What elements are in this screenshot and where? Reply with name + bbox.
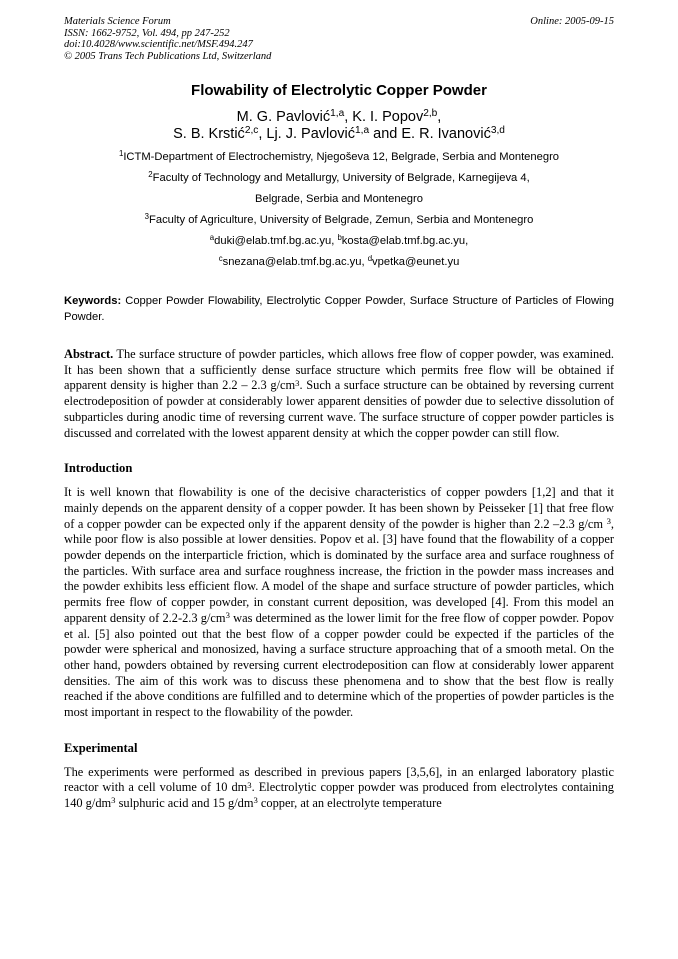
author-affil-sup: 3,d — [490, 125, 505, 137]
author-line-2: S. B. Krstić$^{2,c}$, Lj. J. Pavlović$^{1,a}$ and E. R. Ivanović$^{3,d}$ — [173, 125, 505, 142]
experimental-paragraph: The experiments were performed as described in previous papers [3,5,6], in an enlarged laboratory plastic reactor with a cell volume of 10 $dm^3$. Electrolytic copper powder was produced from electrolytes containing 140 $g/dm^3$ sulphuric acid and 15 $g/dm^3$ copper, at an electrolyte temperature — [64, 764, 614, 811]
affiliation-1: $^1$ICTM-Department of Electrochemistry, Njegoševa 12, Belgrade, Serbia and Montenegro — [118, 149, 560, 163]
author-name: K. I. Popov — [352, 109, 424, 125]
author-list — [64, 109, 614, 143]
copyright-line: © 2005 Trans Tech Publications Ltd, Switzerland — [64, 50, 272, 62]
affiliation-2-cont: Belgrade, Serbia and Montenegro — [255, 193, 423, 205]
author-name: E. R. Ivanović — [401, 126, 491, 142]
author-line-1: M. G. Pavlović$^{1,a}$, K. I. Popov$^{2,b}$, — [236, 108, 442, 125]
email-line-1: $^a$duki@elab.tmf.bg.ac.yu, $^b$kosta@elab.tmf.bg.ac.yu, — [209, 233, 469, 247]
affiliations — [64, 147, 614, 273]
experimental-heading: Experimental — [64, 740, 138, 755]
issn-line: ISSN: 1662-9752, Vol. 494, pp 247-252 — [64, 27, 230, 39]
affiliation-2: $^2$Faculty of Technology and Metallurgy, University of Belgrade, Karnegijeva 4, — [148, 170, 530, 184]
author-name: S. B. Krstić — [173, 126, 245, 142]
author-name: Lj. J. Pavlović — [266, 126, 356, 142]
author-affil-sup: 2,b — [423, 108, 438, 120]
paper-title: Flowability of Electrolytic Copper Powder — [191, 82, 487, 99]
author-affil-sup: 1,a — [330, 108, 345, 120]
affiliation-3: $^3$Faculty of Agriculture, University of Belgrade, Zemun, Serbia and Montenegro — [144, 212, 534, 226]
email-line-2: $^c$snezana@elab.tmf.bg.ac.yu, $^d$vpetka@eunet.yu — [218, 254, 460, 268]
doi-line: doi:10.4028/www.scientific.net/MSF.494.247 — [64, 39, 253, 50]
email-link[interactable]: vpetka@eunet.yu — [372, 256, 460, 268]
keywords-paragraph — [64, 294, 614, 325]
abstract-paragraph: Abstract. The surface structure of powder particles, which allows free flow of copper powder, was examined. It has been shown that a sufficiently dense surface structure which permits free flow will be obtained if apparent density is higher than 2.2 – 2.3 $g/cm^3$. Such a surface structure can be obtained by reversing current electrodeposition of powder at considerably lower apparent densities of powder due to selective dissolution of subparticles during anodic time of reversing current wave. The surface structure of copper powder particles is discussed and correlated with the lowest apparent density at which the copper powder can still flow. — [64, 347, 614, 440]
online-date: Online: 2005-09-15 — [530, 16, 614, 27]
keywords-text: Copper Powder Flowability, Electrolytic Copper Powder, Surface Structure of Particles of Flowing Powder. — [64, 295, 614, 323]
author-affil-sup: 2,c — [244, 125, 259, 137]
introduction-paragraph: It is well known that flowability is one of the decisive characteristics of copper powders [1,2] and that it mainly depends on the apparent density of a copper powder. It has been shown by Peisseker [1] that free flow of a copper powder can be expected only if the apparent density of the powder is higher than 2.2 –2.3 g/cm $^3$, while poor flow is also possible at lower densities. Popov et al. [3] have found that the flowability of a copper powder depends on the interparticle friction, which is dominated by the surface area and surface roughness of the particles. With surface area and surface roughness increase, the friction in the powder mass increases and the powder exhibits less efficient flow. A model of the shape and surface structure of powder particles, which permits free flow of copper powder, in constant current deposition, was developed [4]. From this model an apparent density of 2.2-2.3 $g/cm^3$ was determined as the lower limit for the free flow of copper powder. Popov et al. [5] also pointed out that the best flow of a copper powder could be expected if the particles of the powder were spherical and monosized, having a surface structure approaching that of a smooth metal. On the other hand, powders obtained by reversing current electrodeposition can flow at considerably lower apparent densities. The aim of this work was to discuss these phenomena and to show that the best flow is really reached if the above conditions are fulfilled and to determine which of the properties of powder particles is the most important in respect to the flowability of the powder. — [64, 485, 614, 720]
abstract-label: Abstract. — [64, 347, 114, 361]
author-name: M. G. Pavlović — [236, 109, 331, 125]
email-link[interactable]: duki@elab.tmf.bg.ac.yu, — [214, 235, 338, 247]
paper-page — [64, 16, 614, 812]
author-affil-sup: 1,a — [355, 125, 370, 137]
email-link[interactable]: kosta@elab.tmf.bg.ac.yu, — [341, 235, 469, 247]
introduction-heading: Introduction — [64, 461, 133, 476]
email-link[interactable]: snezana@elab.tmf.bg.ac.yu, — [222, 256, 368, 268]
keywords-label: Keywords: — [64, 295, 122, 307]
journal-header — [64, 16, 614, 62]
journal-name: Materials Science Forum — [64, 16, 171, 27]
